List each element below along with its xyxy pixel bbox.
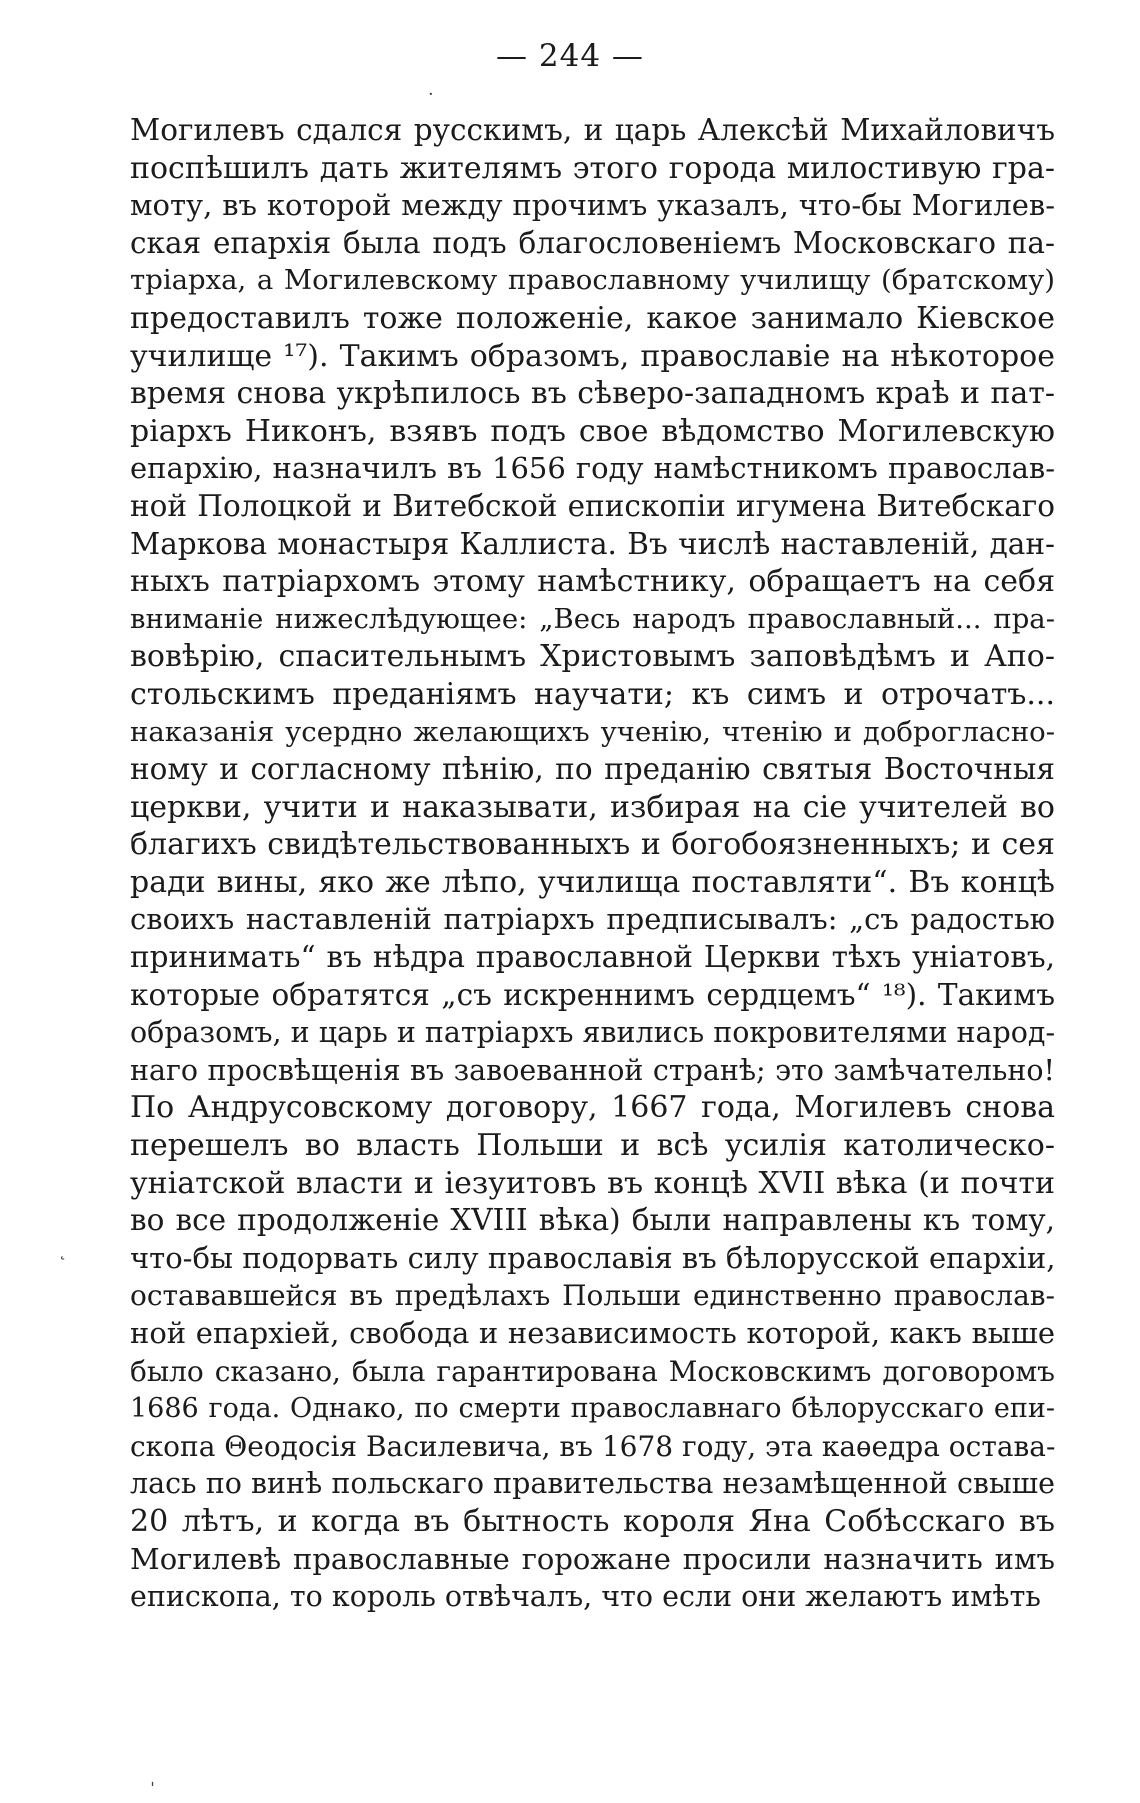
page-number: — 244 —	[496, 38, 644, 74]
margin-speck-left: ˛	[58, 1240, 67, 1261]
text-line: моту, въ которой между прочимъ указалъ, что-бы Могилев-	[130, 188, 1055, 223]
text-line: стольскимъ преданіямъ научати; къ симъ и отрочатъ...	[130, 676, 1055, 712]
text-line: тріарха, а Могилевскому православному училищу (братскому)	[130, 264, 1055, 297]
text-line: училище ¹⁷). Такимъ образомъ, православіе на нѣкоторое	[130, 338, 1055, 374]
text-line: ной епархіей, свобода и независимость которой, какъ выше	[130, 1316, 1055, 1350]
text-line: что-бы подорвать силу православія въ бѣлорусской епархіи,	[130, 1240, 1055, 1275]
text-line: вовѣрію, спасительнымъ Христовымъ заповѣдѣмъ и Апо-	[130, 639, 1055, 675]
text-line: своихъ наставленій патріархъ предписывалъ: „съ радостью	[130, 902, 1055, 937]
text-line: ной Полоцкой и Витебской епископіи игумена Витебскаго	[130, 488, 1055, 523]
text-line: вниманіе нижеслѣдующее: „Весь народъ православный... пра-	[130, 602, 1055, 635]
text-line: во все продолженіе XVIII вѣка) были направлены къ тому,	[130, 1203, 1055, 1238]
text-line: церкви, учити и наказывати, избирая на сіе учителей во	[130, 789, 1055, 825]
text-line: епископа, то король отвѣчалъ, что если они желаютъ имѣть	[130, 1580, 1041, 1614]
text-line: Могилевѣ православные горожане просили назначить имъ	[130, 1541, 1055, 1576]
body-text	[130, 112, 1055, 1616]
text-line: перешелъ во власть Польши и всѣ усилія католическо-	[130, 1128, 1055, 1164]
text-line: поспѣшилъ дать жителямъ этого города милостивую гра-	[130, 150, 1055, 186]
text-line: 1686 года. Однако, по смерти православнаго бѣлорусскаго епи-	[130, 1393, 1055, 1425]
text-line: ныхъ патріархомъ этому намѣстнику, обращаетъ на себя	[130, 564, 1055, 600]
text-line: епархію, назначилъ въ 1656 году намѣстникомъ православ-	[130, 451, 1055, 486]
text-line: лась по винѣ польскаго правительства незамѣщенной свыше	[130, 1467, 1055, 1501]
text-line: время снова укрѣпилось въ сѣверо-западномъ краѣ и пат-	[130, 376, 1055, 412]
text-line: остававшейся въ предѣлахъ Польши единственно православ-	[130, 1279, 1055, 1313]
text-line: образомъ, и царь и патріархъ явились покровителями народ-	[130, 1016, 1055, 1050]
text-line: предоставилъ тоже положеніе, какое занимало Кіевское	[130, 300, 1055, 336]
text-line: которые обратятся „съ искреннимъ сердцемъ“ ¹⁸). Такимъ	[130, 977, 1055, 1012]
margin-speck-top: ·	[428, 84, 434, 105]
text-line: благихъ свидѣтельствованныхъ и богобоязненныхъ; и сея	[130, 827, 1055, 863]
margin-speck-bottom: ˌ	[150, 1768, 155, 1789]
text-line: ріархъ Никонъ, взявъ подъ свое вѣдомство Могилевскую	[130, 413, 1055, 449]
text-line: 20 лѣтъ, и когда въ бытность короля Яна Собѣсскаго въ	[130, 1503, 1055, 1539]
text-line: ному и согласному пѣнію, по преданію святыя Восточныя	[130, 752, 1055, 787]
text-line: ради вины, яко же лѣпо, училища поставляти“. Въ концѣ	[130, 864, 1055, 900]
text-line: По Андрусовскому договору, 1667 года, Могилевъ снова	[130, 1090, 1055, 1126]
text-line: было сказано, была гарантирована Московскимъ договоромъ	[130, 1354, 1055, 1388]
text-line: наказанія усердно желающихъ ученію, чтенію и доброгласно-	[130, 715, 1055, 748]
text-line: принимать“ въ нѣдра православной Церкви тѣхъ уніатовъ,	[130, 940, 1055, 975]
text-line: уніатской власти и іезуитовъ въ концѣ XVII вѣка (и почти	[130, 1165, 1055, 1201]
text-line: Могилевъ сдался русскимъ, и царь Алексѣй Михайловичъ	[130, 113, 1055, 147]
text-line: ская епархія была подъ благословеніемъ Московскаго па-	[130, 225, 1055, 260]
text-line: скопа Θеодосія Василевича, въ 1678 году, эта каѳедра остава-	[130, 1429, 1055, 1463]
text-line: наго просвѣщенія въ завоеванной странѣ; это замѣчательно!	[130, 1053, 1055, 1087]
text-line: Маркова монастыря Каллиста. Въ числѣ наставленій, дан-	[130, 526, 1055, 561]
